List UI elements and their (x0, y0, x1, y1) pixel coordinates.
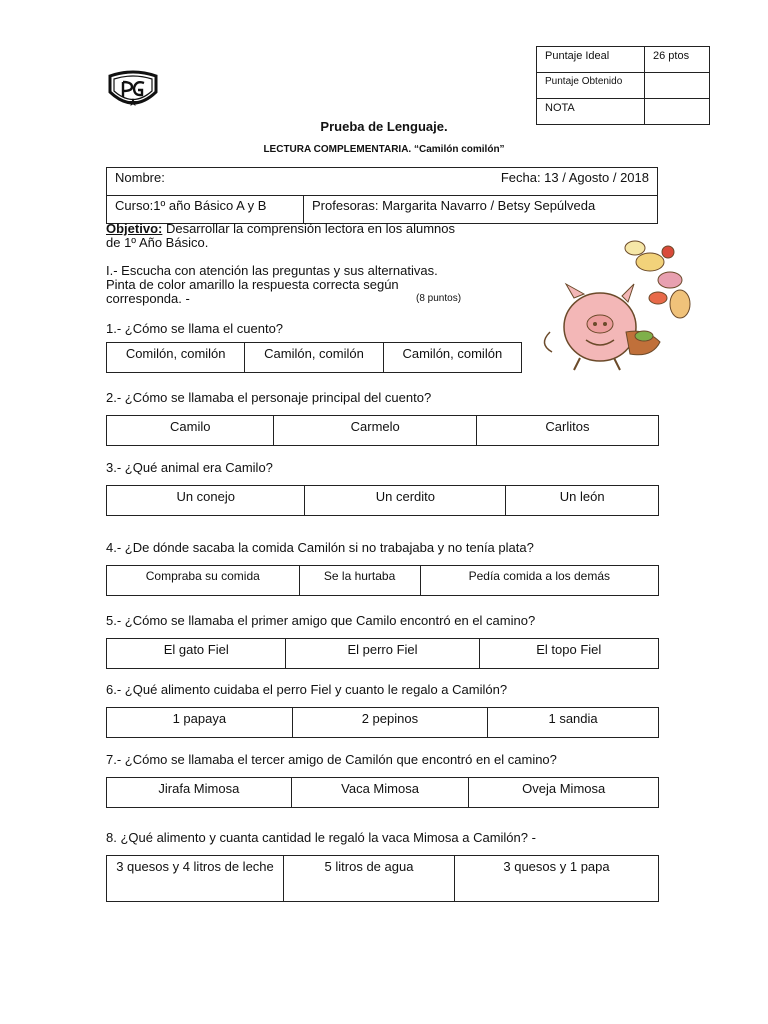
options-table-3 (106, 485, 659, 516)
option-cell[interactable]: Jirafa Mimosa (107, 778, 292, 808)
option-cell[interactable]: El gato Fiel (107, 639, 286, 669)
option-cell[interactable]: 3 quesos y 4 litros de leche (107, 856, 284, 902)
question-4: 4.- ¿De dónde sacaba la comida Camilón si no trabajaba y no tenía plata? (106, 540, 534, 555)
school-logo-icon (106, 70, 160, 110)
option-cell[interactable]: Camilo (107, 416, 274, 446)
objective (106, 222, 526, 250)
student-info-table (106, 167, 658, 224)
option-cell[interactable]: Pedía comida a los demás (420, 566, 658, 596)
option-cell[interactable]: 3 quesos y 1 papa (455, 856, 659, 902)
options-table-7 (106, 777, 659, 808)
question-1: 1.- ¿Cómo se llama el cuento? (106, 321, 284, 336)
options-table-6 (106, 707, 659, 738)
options-table-2 (106, 415, 659, 446)
option-cell[interactable]: 1 papaya (107, 708, 293, 738)
score-value: 26 ptos (645, 47, 710, 73)
points-label: (8 puntos) (416, 293, 462, 304)
option-cell[interactable]: 2 pepinos (292, 708, 487, 738)
question-8: 8. ¿Qué alimento y cuanta cantidad le regaló la vaca Mimosa a Camilón? - (106, 830, 536, 845)
option-cell[interactable]: Carmelo (274, 416, 476, 446)
question-3: 3.- ¿Qué animal era Camilo? (106, 460, 273, 475)
option-cell[interactable]: Vaca Mimosa (291, 778, 469, 808)
teachers-label: Profesoras: Margarita Navarro / Betsy Sepúlveda (304, 196, 658, 224)
option-cell[interactable]: El perro Fiel (286, 639, 479, 669)
objective-text: de 1º Año Básico. (106, 235, 209, 250)
option-cell[interactable]: Un conejo (107, 486, 305, 516)
instruction-line: corresponda. - (106, 291, 190, 306)
name-date-row (107, 168, 658, 196)
date-label: Fecha: 13 / Agosto / 2018 (500, 170, 649, 185)
option-cell[interactable]: 1 sandia (488, 708, 659, 738)
option-cell[interactable]: Un cerdito (305, 486, 506, 516)
option-cell[interactable]: Comilón, comilón (107, 343, 245, 373)
option-cell[interactable]: Compraba su comida (107, 566, 300, 596)
options-table-4 (106, 565, 659, 596)
instructions (106, 264, 506, 306)
instruction-line: Pinta de color amarillo la respuesta correcta según (106, 277, 399, 292)
instruction-line: I.- Escucha con atención las preguntas y sus alternativas. (106, 263, 438, 278)
option-cell[interactable]: Un león (506, 486, 659, 516)
course-label: Curso:1º año Básico A y B (107, 196, 304, 224)
score-label: NOTA (537, 99, 645, 125)
score-value (645, 73, 710, 99)
options-table-5 (106, 638, 659, 669)
question-2: 2.- ¿Cómo se llamaba el personaje principal del cuento? (106, 390, 432, 405)
page-title: Prueba de Lenguaje. (320, 119, 448, 134)
question-5: 5.- ¿Cómo se llamaba el primer amigo que Camilo encontró en el camino? (106, 613, 536, 628)
objective-label: Objetivo: (106, 221, 163, 236)
score-label: Puntaje Obtenido (537, 73, 645, 99)
score-table (536, 46, 710, 125)
option-cell[interactable]: El topo Fiel (479, 639, 658, 669)
objective-text: Desarrollar la comprensión lectora en los alumnos (162, 221, 455, 236)
option-cell[interactable]: 5 litros de agua (284, 856, 455, 902)
option-cell[interactable]: Camilón, comilón (245, 343, 383, 373)
page-subtitle: LECTURA COMPLEMENTARIA. “Camilón comilón” (263, 144, 505, 155)
option-cell[interactable]: Carlitos (476, 416, 658, 446)
option-cell[interactable]: Camilón, comilón (383, 343, 521, 373)
name-label: Nombre: (115, 170, 165, 185)
options-table-1 (106, 342, 522, 373)
pig-illustration-icon (530, 232, 700, 372)
option-cell[interactable]: Se la hurtaba (299, 566, 420, 596)
question-6: 6.- ¿Qué alimento cuidaba el perro Fiel y cuanto le regalo a Camilón? (106, 682, 508, 697)
option-cell[interactable]: Oveja Mimosa (469, 778, 659, 808)
score-label: Puntaje Ideal (537, 47, 645, 73)
question-7: 7.- ¿Cómo se llamaba el tercer amigo de Camilón que encontró en el camino? (106, 752, 557, 767)
options-table-8 (106, 855, 659, 902)
